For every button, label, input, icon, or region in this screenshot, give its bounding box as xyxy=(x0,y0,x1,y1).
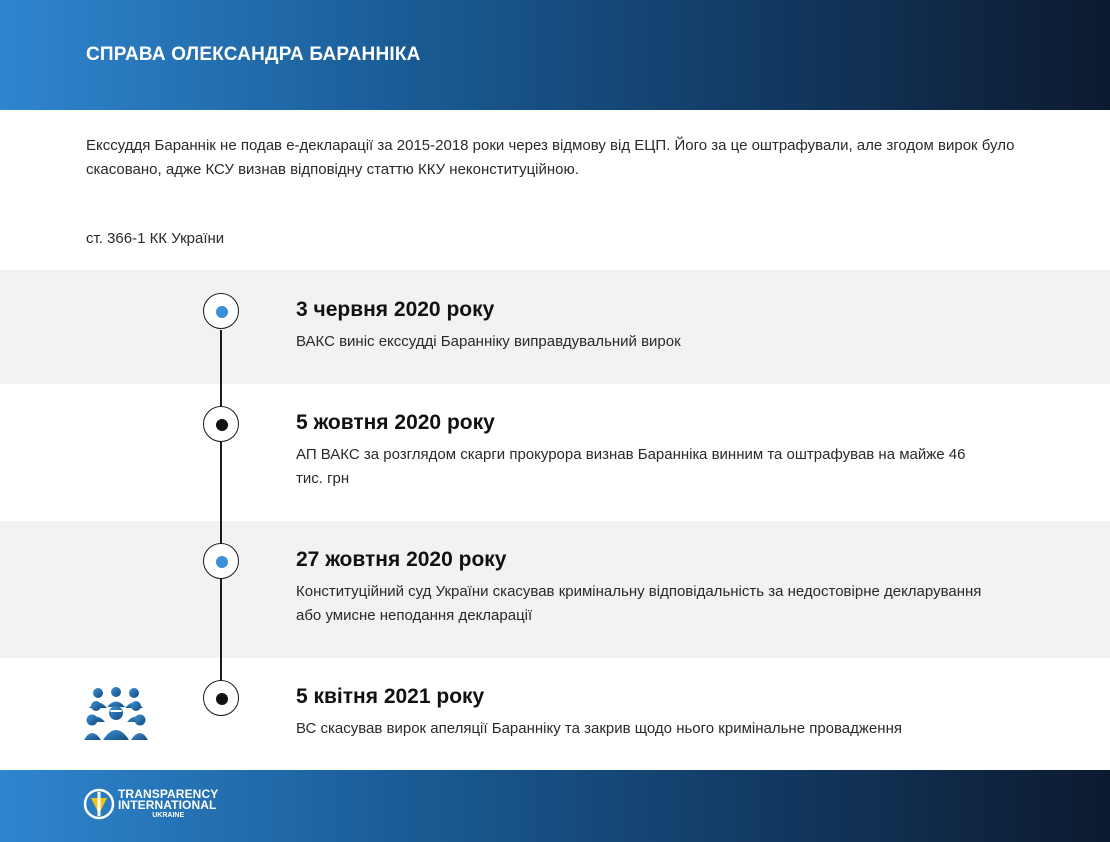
page-title: СПРАВА ОЛЕКСАНДРА БАРАННІКА xyxy=(86,44,421,65)
people-group-icon xyxy=(84,684,148,742)
timeline-dot xyxy=(216,419,228,431)
header-banner xyxy=(0,0,1110,110)
event-date: 3 червня 2020 року xyxy=(296,298,495,321)
timeline-band xyxy=(0,658,1110,770)
intro-text: Екссуддя Бараннік не подав е-декларації за 2015-2018 роки через відмову від ЕЦП. Його за це оштрафували, але згодом вирок було скасовано, адже КСУ визнав відповідну статтю ККУ неконституційною. xyxy=(86,137,1015,178)
event-date: 5 квітня 2021 року xyxy=(296,685,485,708)
transparency-logo-text: TRANSPARENCY INTERNATIONAL UKRAINE xyxy=(118,787,219,819)
transparency-logo-icon xyxy=(83,788,115,820)
timeline-dot xyxy=(216,306,228,318)
event-description: АП ВАКС за розглядом скарги прокурора визнав Бараннікa винним та оштрафував на майже 46 тис. грн xyxy=(296,446,966,487)
timeline-line xyxy=(220,330,222,700)
timeline-dot xyxy=(216,693,228,705)
article-reference: ст. 366-1 КК України xyxy=(86,230,225,247)
footer-banner xyxy=(0,770,1110,842)
timeline-node xyxy=(203,543,239,579)
timeline-band xyxy=(0,270,1110,384)
event-date: 27 жовтня 2020 року xyxy=(296,548,507,571)
timeline-dot xyxy=(216,556,228,568)
timeline-node xyxy=(203,406,239,442)
event-description: ВС скасував вирок апеляції Баранніку та закрив щодо нього кримінальне провадження xyxy=(296,720,902,737)
event-description: Конституційний суд України скасував кримінальну відповідальність за недостовірне декларування або умисне неподання декларації xyxy=(296,583,982,624)
event-date: 5 жовтня 2020 року xyxy=(296,411,495,434)
timeline-node xyxy=(203,680,239,716)
event-description: ВАКС виніс екссудді Баранніку виправдувальний вирок xyxy=(296,333,681,350)
timeline-node xyxy=(203,293,239,329)
